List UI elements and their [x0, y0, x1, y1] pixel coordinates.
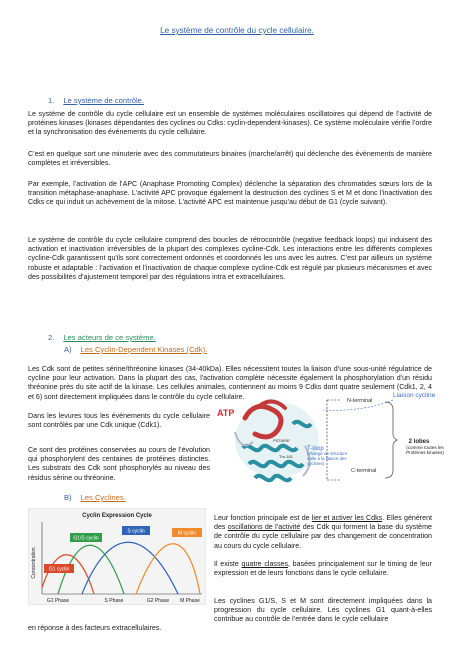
cyclin-function-paragraph: Leur fonction principale est de lier et activer les Cdks. Elles génèrent des oscillations de l’activité des Cdk qui forment la base du système de contrôle du cycle cellulaire par des changement de concentration au cours du cycle cellulaire. — [214, 514, 433, 550]
section-1-paragraph-4: Le système de contrôle du cycle cellulaire comprend des boucles de rétrocontrôle (negative feedback loops) qui induisent des activation et inactivation irréversibles de la plupart des complexes cycline-Cdk. Les interactions entre les différents complexes cycline-Cdk garantissent qu'ils sont correctement ordonnés et coordonnés les uns avec les autres. C’est par ailleurs un système robuste et adaptable : l’activation et l’inactivation de chaque complexe cycline-Cdk est régulé par plusieurs mécanismes et avec des possibilités d’ajustement temporel par des régulations intra et extracellulaires. — [28, 236, 432, 281]
phase-s: S Phase — [104, 598, 124, 604]
cyclin-classes-paragraph: Il existe quatre classes, basées principalement sur le timing de leur expression et de leurs fonctions dans le cycle cellulaire. — [214, 560, 432, 578]
thr-label: Thr-161 — [279, 454, 294, 459]
section-1-paragraph-3: Par exemple, l’activation de l’APC (Anaphase Promoting Complex) déclenche la séparation des chromatides sœurs lors de la transition métaphase-anaphase. L'activité APC provoque également la destruction des cyclines S et M et donc l'inactivation des Cdks ce qui induit un achèvement de la mitose. L'activité APC est maintenue jusqu'au début de G1 (cycle suivant). — [28, 180, 432, 207]
section-1-heading — [48, 96, 144, 105]
tloop-title: T-loop — [307, 446, 324, 452]
n-terminal-label: N-terminal — [347, 398, 373, 404]
cyclin-progression-paragraph: Les cyclines G1/S, S et M sont directement impliquées dans la progression du cycle cellulaire. Les cyclines G1 quant-à-elles contribue au contrôle de l’entrée dans le cycle cellulaire — [214, 597, 432, 624]
subsection-b-title: Les Cyclines. — [80, 493, 126, 502]
legend-m: M cyclin — [177, 530, 197, 537]
subsection-a-heading — [64, 345, 207, 354]
yeast-paragraph: Dans les levures tous les événements du cycle cellulaire sont contrôlés par une Cdk unique (Cdk1). — [28, 412, 210, 430]
c-terminal-label: C-terminal — [351, 468, 377, 474]
subsection-a-title: Les Cyclin-Dependent Kinases (Cdk). — [80, 345, 208, 354]
cyclin-figure-title: Cyclin Expression Cycle — [82, 513, 152, 519]
section-2-heading — [48, 333, 156, 342]
legend-g1s: G1/S cyclin — [73, 535, 99, 542]
section-1-paragraph-1: Le système de contrôle du cycle cellulaire est un ensemble de systèmes moléculaires oscillatoires qui dépend de l’activité de protéines kinases (kinases dépendantes des cyclines ou Cdks: cyclin-dependent-kinases). Ce système moléculaire vérifie l’ordre et la synchronisation des événements du cycle cellulaire. — [28, 110, 432, 137]
subsection-b-heading — [64, 493, 126, 502]
section-1-paragraph-2: C’est en quelque sort une minuterie avec des commutateurs binaires (marche/arrêt) qui déclenche des évènements de manière complètes et irréversibles. — [28, 150, 432, 168]
lobes-detail: (comme toutes les Protéines kinases) — [406, 445, 444, 456]
legend-s: S cyclin — [127, 528, 145, 535]
figure-frame — [28, 508, 206, 605]
liaison-cycline-label: Liaison cycline — [393, 392, 436, 399]
subsection-a-letter: A) — [64, 345, 72, 354]
phase-g2: G2 Phase — [146, 598, 170, 604]
phase-m: M Phase — [180, 598, 200, 604]
section-2-title: Les acteurs de ce système. — [63, 333, 156, 342]
phase-g1: G1 Phase — [46, 598, 70, 604]
cdk-structure-figure — [215, 388, 457, 498]
conservation-paragraph: Ce sont des protéines conservées au cours de l’évolution qui phosphorylent des centaines de protéines distinctes. Les substrats des Cdk sont phosphorylés au niveau des résidus sérine ou thréonine. — [28, 446, 210, 482]
page-title: Le système de contrôle du cycle cellulaire. — [160, 26, 314, 35]
subsection-b-letter: B) — [64, 493, 72, 502]
pstaire-label: PSTAIRE — [273, 438, 290, 443]
lobes-title: 2 lobes — [408, 439, 430, 445]
lobes-brace — [385, 402, 397, 478]
cyclin-progression-tail: en réponse à des facteurs extracellulaires. — [28, 624, 162, 632]
atp-label: ATP — [217, 408, 235, 418]
section-1-number: 1. — [48, 96, 55, 105]
section-2-number: 2. — [48, 333, 55, 342]
cyclin-expression-figure — [28, 508, 206, 605]
section-1-title: Le système de contrôle. — [63, 96, 144, 105]
tloop-detail: (change de structure suite à la liaison des cyclines) — [307, 451, 348, 466]
legend-g1: G1 cyclin — [48, 566, 70, 573]
cdk-paragraph: Les Cdk sont de petites sérine/thréonine kinases (34-40kDa). Elles nécessitent toutes la liaison d’une sous-unité régulatrice de cycline pour leur activation. Dans la plupart des cas, l'activation complète nécessite également la phosphorylation d'un résidu thréonine près du site actif de la kinase. Les cellules animales, contiennent au moins 9 Cdks dont quatre seulement (Cdk1, 2, 4 et 6) sont directement impliquées dans le contrôle du cycle cellulaire. — [28, 365, 432, 401]
cyclin-figure-ylabel: Concentration — [31, 547, 37, 579]
